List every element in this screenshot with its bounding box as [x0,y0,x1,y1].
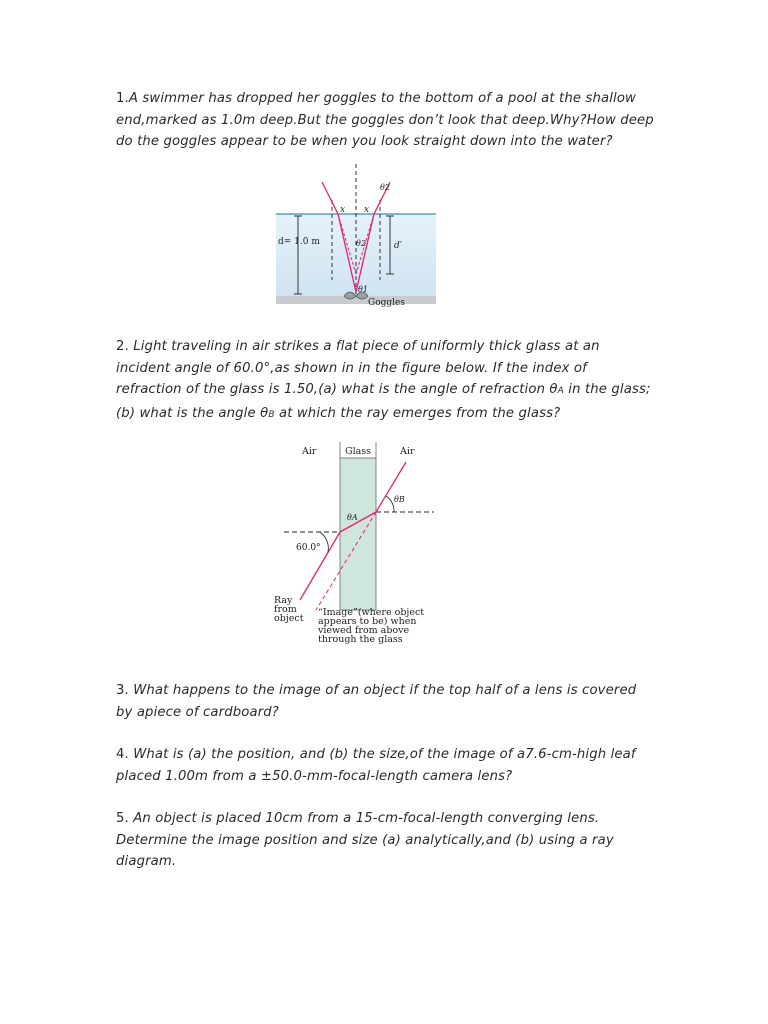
question-2 [116,336,656,426]
question-5-text: An object is placed 10cm from a 15-cm-focal-length converging lens. Determine the image position and size (a) analytically,and (b) using a ray diagram. [116,811,614,869]
question-2-number: 2. [116,339,129,354]
figure-glass-slab [270,440,450,656]
goggles-label: Goggles [368,298,405,308]
ray-label-3: object [274,613,304,624]
air-right-label: Air [400,446,415,457]
ray-label-1: Ray [274,595,293,606]
glass-slab [340,458,376,610]
dprime-label: d′ [394,241,402,251]
image-label-2: appears to be) when [318,616,417,627]
theta2-top-label: θ2 [380,183,390,192]
image-label-3: viewed from above [318,625,410,636]
glass-label: Glass [345,446,372,457]
question-4-text: What is (a) the position, and (b) the size,of the image of a7.6-cm-high leaf placed 1.00m from a ±50.0-mm-focal-length camera lens? [116,747,636,784]
theta-b-label: θB [394,495,405,504]
question-2-text-a: Light traveling in air strikes a flat piece of uniformly thick glass at an incident angle of 60.0°,as shown in in the figure below. If the index of refraction of the glass is 1.50,(a) what is the angle of refraction θ [116,339,600,397]
question-2-text-b: in the glass; (b) what is the angle θ [116,382,651,421]
angle-60-label: 60.0° [296,543,321,553]
theta2-label: θ2 [356,239,366,248]
question-3-text: What happens to the image of an object if the top half of a lens is covered by apiece of cardboard? [116,683,637,720]
question-1 [116,88,656,153]
air-left-label: Air [302,446,317,457]
question-5 [116,808,656,873]
question-4 [116,744,656,787]
question-4-number: 4. [116,747,129,762]
x-label-left: x [340,205,346,215]
pool-bottom [276,296,436,304]
theta-a-subscript: A [557,386,564,396]
figure-pool-goggles [276,160,436,312]
x-label-right: x [364,205,370,215]
question-3 [116,680,656,723]
ray-label-2: from [274,604,297,615]
question-3-number: 3. [116,683,129,698]
question-5-number: 5. [116,811,129,826]
question-2-text-c: at which the ray emerges from the glass? [274,405,561,421]
image-label-4: through the glass [318,634,403,645]
d-label: d= 1.0 m [278,237,320,247]
theta1-label: θ1 [358,285,368,294]
question-1-number: 1. [116,91,129,106]
theta-b-subscript: B [268,409,275,420]
image-label-1: “Image”(where object [318,607,425,618]
question-1-text: A swimmer has dropped her goggles to the bottom of a pool at the shallow end,marked as 1.0m deep.But the goggles don’t look that deep.Why?How deep do the goggles appear to be when you look straight down into the water? [116,91,654,149]
theta-a-label: θA [347,513,358,522]
emergent-ray [376,462,406,512]
